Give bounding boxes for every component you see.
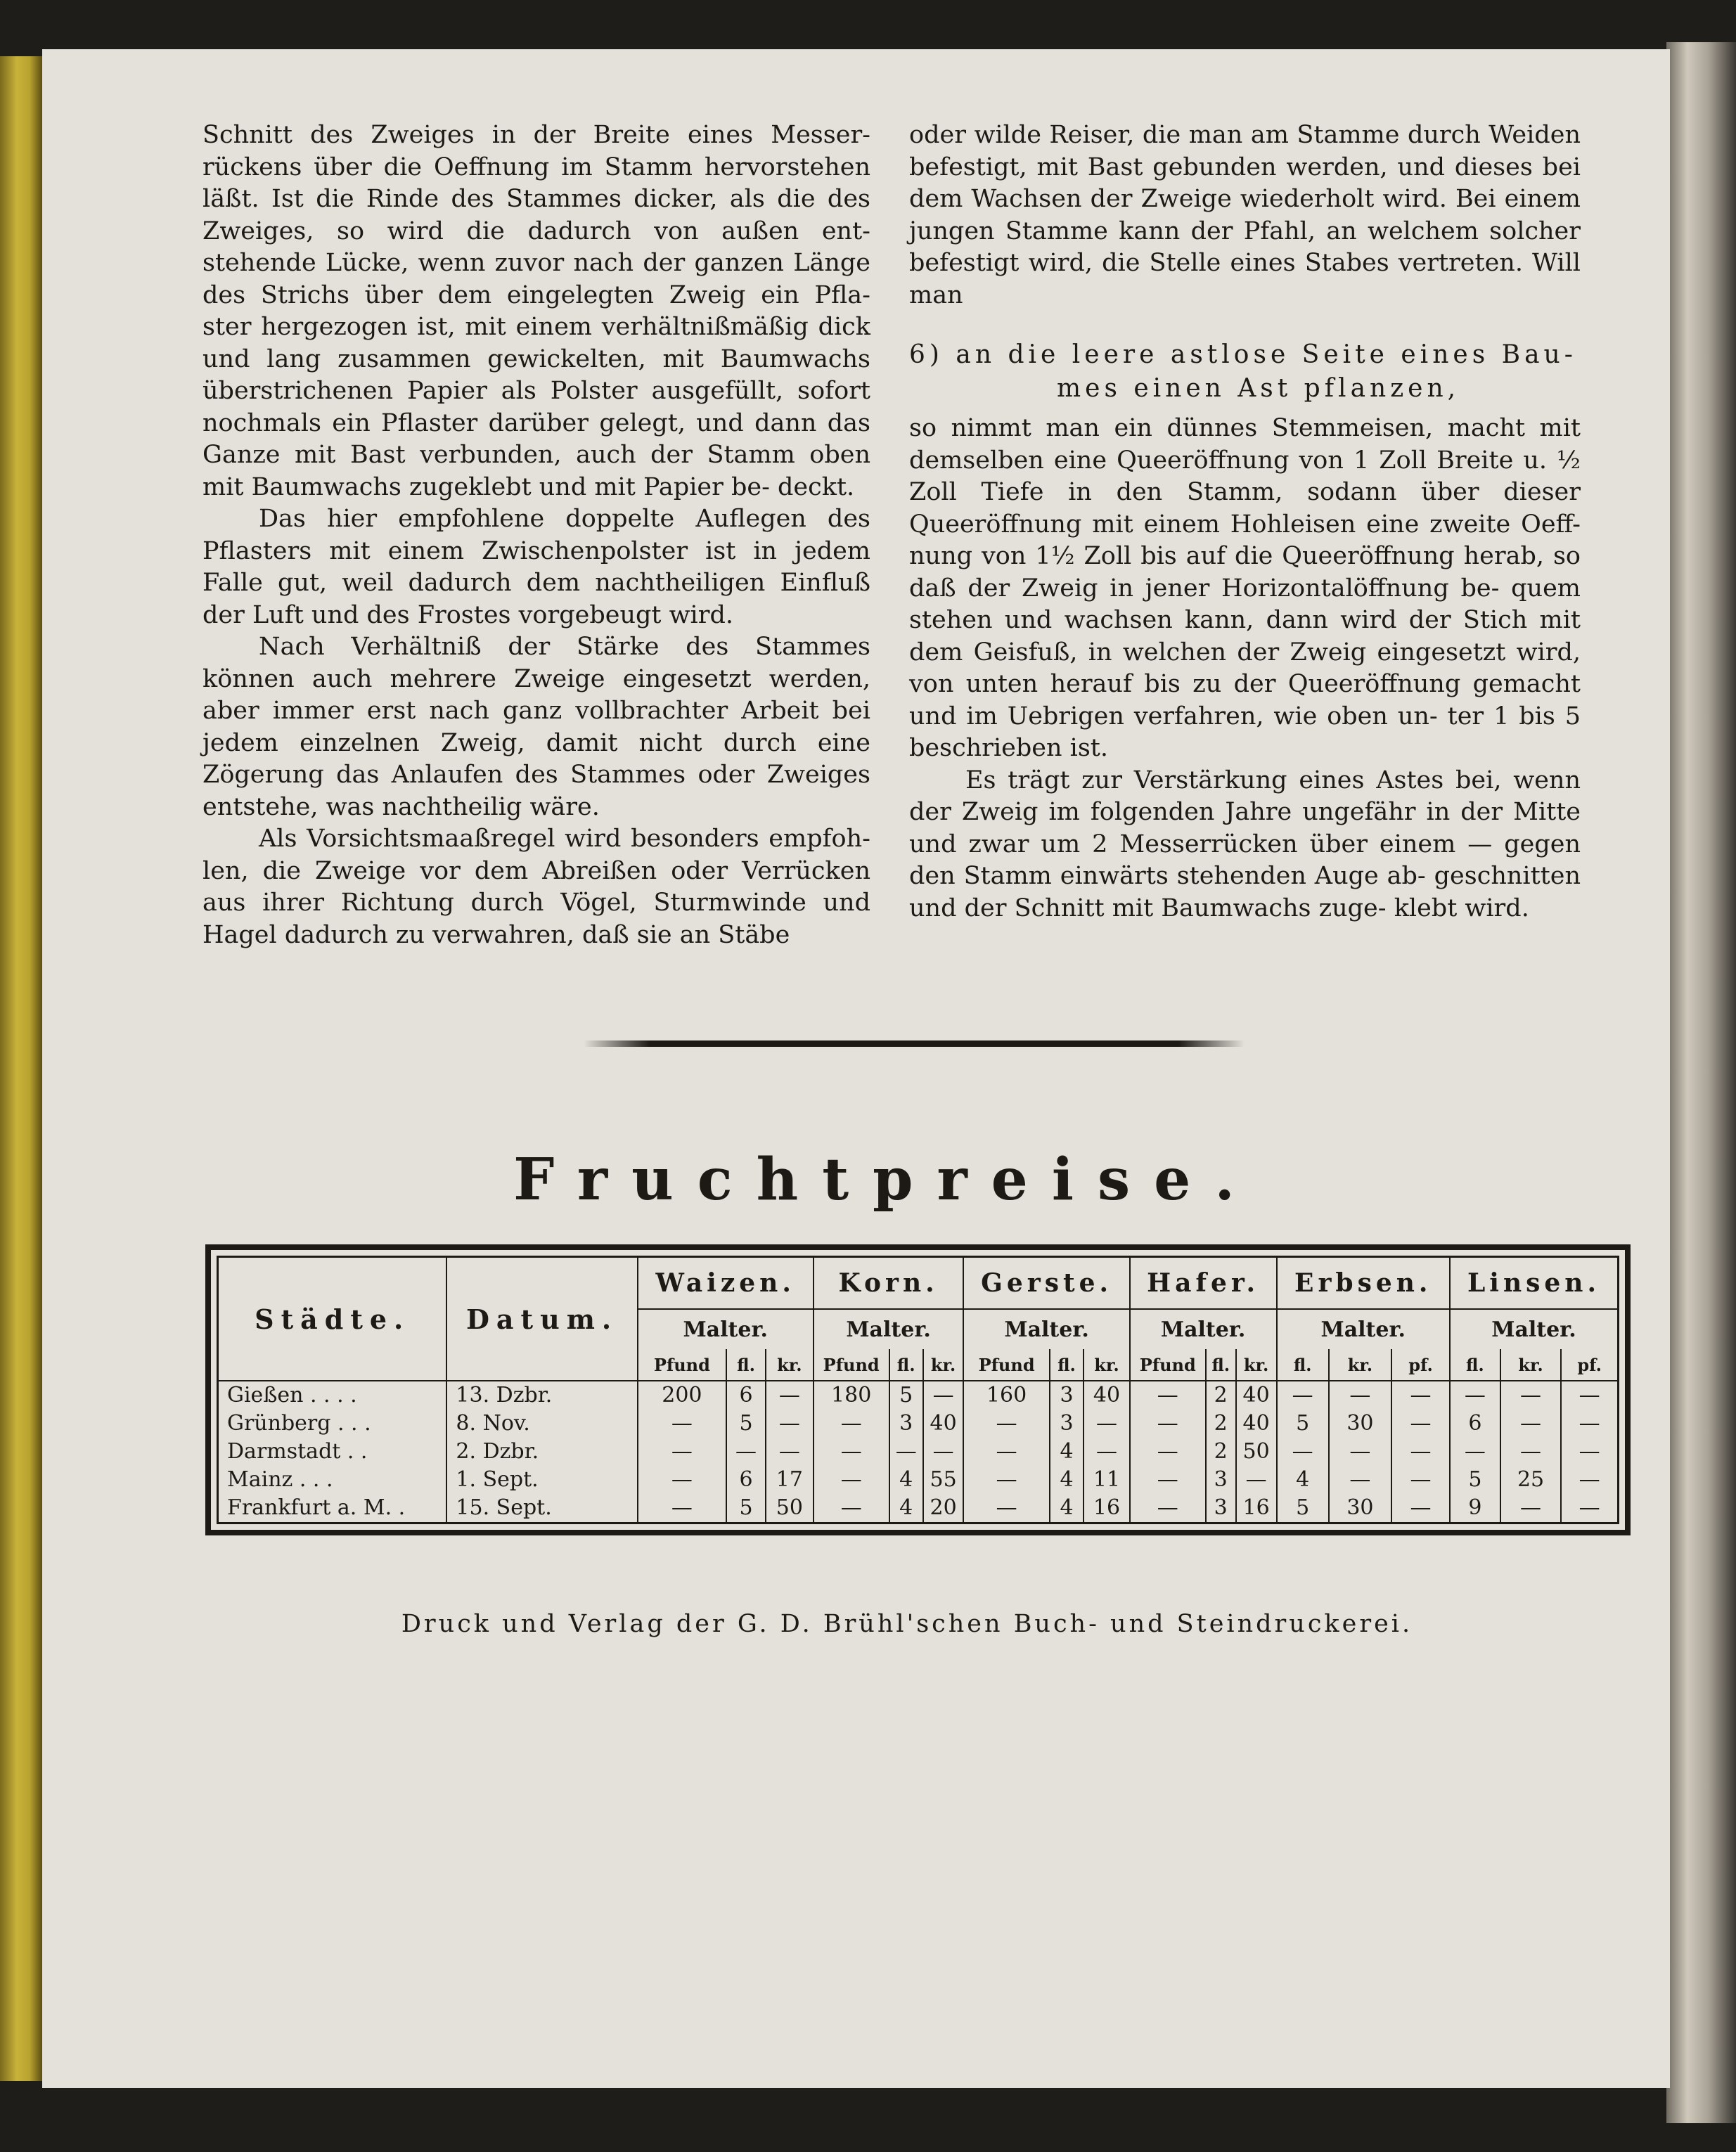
left-column: [202, 120, 870, 951]
price-cell: 160: [963, 1381, 1049, 1410]
price-cell: —: [1130, 1381, 1206, 1410]
price-cell: 5: [726, 1494, 766, 1523]
price-cell: —: [1500, 1381, 1562, 1410]
price-cell: —: [1561, 1494, 1618, 1523]
subheading-line: 6) an die leere astlose Seite eines Bau-: [909, 340, 1577, 369]
price-cell: 16: [1084, 1494, 1129, 1523]
price-cell: 40: [1084, 1381, 1129, 1410]
price-cell: —: [766, 1410, 814, 1438]
price-cell: —: [1561, 1410, 1618, 1438]
city-cell: Mainz . . .: [218, 1466, 447, 1494]
sub-header: fl.: [1206, 1349, 1236, 1381]
paragraph: so nimmt man ein dünnes Stemmeisen, macht mit demselben eine Queeröffnung von 1 Zoll Breite u. ½ Zoll Tiefe in den Stamm, sodann über dieser Queeröffnung mit einem Hohleisen eine zweite Oeff- nung von 1½ Zoll bis auf die Queeröffnung herab, so daß der Zweig in jener Horizontalöffnung be- quem stehen und wachsen kann, dann wird der Stich mit dem Geisfuß, in welchen der Zweig eingesetzt wird, von unten herauf bis zu der Queeröffnung gemacht und im Uebrigen verfahren, wie oben un- ter 1 bis 5 beschrieben ist.: [909, 414, 1581, 762]
price-cell: —: [1500, 1438, 1562, 1466]
price-cell: —: [1500, 1410, 1562, 1438]
price-cell: —: [1561, 1381, 1618, 1410]
price-cell: —: [923, 1438, 964, 1466]
price-cell: —: [1391, 1410, 1450, 1438]
paragraph: Das hier empfohlene doppelte Auflegen des Pflasters mit einem Zwischenpolster ist in jedem Falle gut, weil dadurch dem nachtheiligen Einfluß der Luft und des Frostes vorgebeugt wird.: [202, 505, 870, 629]
price-cell: 20: [923, 1494, 964, 1523]
sub-header: pf.: [1561, 1349, 1618, 1381]
price-cell: 6: [726, 1381, 766, 1410]
price-cell: —: [1130, 1466, 1206, 1494]
price-cell: 5: [726, 1410, 766, 1438]
table-row: [218, 1466, 1619, 1494]
price-cell: 40: [923, 1410, 964, 1438]
price-cell: —: [963, 1410, 1049, 1438]
sub-header: fl.: [1450, 1349, 1500, 1381]
sub-header: fl.: [1277, 1349, 1329, 1381]
price-cell: —: [814, 1466, 889, 1494]
price-cell: —: [1277, 1381, 1329, 1410]
sub-header: kr.: [1236, 1349, 1277, 1381]
price-cell: —: [766, 1438, 814, 1466]
numbered-subheading: [909, 338, 1581, 406]
price-cell: —: [726, 1438, 766, 1466]
column-group-header: Linsen.: [1450, 1257, 1619, 1310]
price-cell: —: [1236, 1466, 1277, 1494]
paragraph: Als Vorsichtsmaaßregel wird besonders empfoh- len, die Zweige vor dem Abreißen oder Verrücken aus ihrer Richtung durch Vögel, Sturmwinde und Hagel dadurch zu verwahren, daß sie an Stäbe: [202, 825, 870, 949]
sub-header: kr.: [1329, 1349, 1391, 1381]
price-cell: —: [1130, 1438, 1206, 1466]
sub-header: Pfund: [814, 1349, 889, 1381]
price-cell: —: [1500, 1494, 1562, 1523]
unit-header: Malter.: [1277, 1309, 1450, 1349]
sub-header: fl.: [726, 1349, 766, 1381]
price-cell: 4: [1050, 1438, 1084, 1466]
price-cell: 50: [1236, 1438, 1277, 1466]
price-cell: 2: [1206, 1410, 1236, 1438]
right-column: [909, 120, 1581, 924]
price-cell: —: [1561, 1466, 1618, 1494]
price-cell: —: [1130, 1494, 1206, 1523]
imprint: Druck und Verlag der G. D. Brühl'schen Buch- und Steindruckerei.: [401, 1610, 1413, 1638]
sub-header: pf.: [1391, 1349, 1450, 1381]
price-table: [217, 1256, 1619, 1524]
price-cell: —: [1391, 1438, 1450, 1466]
price-cell: —: [1084, 1438, 1129, 1466]
sub-header: kr.: [766, 1349, 814, 1381]
column-group-header: Korn.: [814, 1257, 964, 1310]
price-cell: —: [1450, 1438, 1500, 1466]
table-row: [218, 1438, 1619, 1466]
table-row: [218, 1410, 1619, 1438]
price-cell: —: [766, 1381, 814, 1410]
table-row: [218, 1381, 1619, 1410]
price-cell: 30: [1329, 1494, 1391, 1523]
price-cell: 180: [814, 1381, 889, 1410]
price-cell: —: [1391, 1381, 1450, 1410]
column-header-date: Datum.: [446, 1257, 637, 1381]
price-cell: 6: [1450, 1410, 1500, 1438]
price-cell: 4: [889, 1494, 923, 1523]
price-cell: 4: [889, 1466, 923, 1494]
price-cell: 2: [1206, 1381, 1236, 1410]
price-cell: 4: [1050, 1494, 1084, 1523]
city-cell: Frankfurt a. M. .: [218, 1494, 447, 1523]
date-cell: 1. Sept.: [446, 1466, 637, 1494]
paragraph: oder wilde Reiser, die man am Stamme durch Weiden befestigt, mit Bast gebunden werden, und dieses bei dem Wachsen der Zweige wiederholt wird. Bei einem jungen Stamme kann der Pfahl, an welchem solcher befestigt wird, die Stelle eines Stabes vertreten. Will man: [909, 121, 1581, 309]
unit-header: Malter.: [1130, 1309, 1277, 1349]
subheading-line: mes einen Ast pflanzen,: [1057, 374, 1460, 403]
unit-header: Malter.: [638, 1309, 814, 1349]
price-cell: 3: [1050, 1381, 1084, 1410]
price-cell: —: [814, 1438, 889, 1466]
sub-header: Pfund: [1130, 1349, 1206, 1381]
sub-header: fl.: [1050, 1349, 1084, 1381]
price-cell: 3: [1050, 1410, 1084, 1438]
price-cell: —: [1084, 1410, 1129, 1438]
price-cell: 50: [766, 1494, 814, 1523]
unit-header: Malter.: [963, 1309, 1129, 1349]
book-edge-right: [1666, 42, 1736, 2123]
price-cell: 5: [1277, 1494, 1329, 1523]
table-row: [218, 1494, 1619, 1523]
price-cell: —: [814, 1410, 889, 1438]
price-table-frame: [205, 1244, 1631, 1535]
page: [42, 49, 1670, 2088]
sub-header: fl.: [889, 1349, 923, 1381]
price-cell: —: [963, 1494, 1049, 1523]
price-cell: —: [1450, 1381, 1500, 1410]
price-cell: 3: [1206, 1466, 1236, 1494]
book-edge-left: [0, 56, 42, 2081]
price-cell: 4: [1050, 1466, 1084, 1494]
price-cell: —: [1329, 1466, 1391, 1494]
price-cell: —: [638, 1466, 726, 1494]
price-cell: 25: [1500, 1466, 1562, 1494]
price-cell: 200: [638, 1381, 726, 1410]
date-cell: 2. Dzbr.: [446, 1438, 637, 1466]
price-cell: —: [923, 1381, 964, 1410]
price-cell: 11: [1084, 1466, 1129, 1494]
price-cell: 40: [1236, 1410, 1277, 1438]
price-cell: —: [638, 1438, 726, 1466]
price-cell: 40: [1236, 1381, 1277, 1410]
column-group-header: Hafer.: [1130, 1257, 1277, 1310]
sub-header: kr.: [1084, 1349, 1129, 1381]
column-group-header: Gerste.: [963, 1257, 1129, 1310]
date-cell: 13. Dzbr.: [446, 1381, 637, 1410]
city-cell: Darmstadt . .: [218, 1438, 447, 1466]
price-cell: —: [1561, 1438, 1618, 1466]
price-cell: —: [814, 1494, 889, 1523]
column-group-header: Waizen.: [638, 1257, 814, 1310]
price-cell: —: [963, 1466, 1049, 1494]
price-cell: —: [1391, 1466, 1450, 1494]
price-cell: 55: [923, 1466, 964, 1494]
price-cell: 9: [1450, 1494, 1500, 1523]
price-cell: 6: [726, 1466, 766, 1494]
price-cell: —: [1391, 1494, 1450, 1523]
price-cell: 16: [1236, 1494, 1277, 1523]
price-cell: 5: [889, 1381, 923, 1410]
price-cell: —: [1277, 1438, 1329, 1466]
column-header-city: Städte.: [218, 1257, 447, 1381]
price-cell: 3: [1206, 1494, 1236, 1523]
section-divider: [584, 1040, 1245, 1047]
city-cell: Grünberg . . .: [218, 1410, 447, 1438]
paragraph: Schnitt des Zweiges in der Breite eines Messer- rückens über die Oeffnung im Stamm hervorstehen läßt. Ist die Rinde des Stammes dicker, als die des Zweiges, so wird die dadurch von außen ent- stehende Lücke, wenn zuvor nach der ganzen Länge des Strichs über dem eingelegten Zweig ein Pfla- ster hergezogen ist, mit einem verhältnißmäßig dick und lang zusammen gewickelten, mit Baumwachs überstrichenen Papier als Polster ausgefüllt, sofort nochmals ein Pflaster darüber gelegt, und dann das Ganze mit Bast verbunden, auch der Stamm oben mit Baumwachs zugeklebt und mit Papier be- deckt.: [202, 121, 870, 501]
price-cell: 5: [1277, 1410, 1329, 1438]
date-cell: 15. Sept.: [446, 1494, 637, 1523]
date-cell: 8. Nov.: [446, 1410, 637, 1438]
price-cell: 5: [1450, 1466, 1500, 1494]
price-cell: —: [889, 1438, 923, 1466]
column-group-header: Erbsen.: [1277, 1257, 1450, 1310]
sub-header: Pfund: [638, 1349, 726, 1381]
unit-header: Malter.: [1450, 1309, 1619, 1349]
price-cell: —: [963, 1438, 1049, 1466]
price-cell: —: [1130, 1410, 1206, 1438]
price-cell: 2: [1206, 1438, 1236, 1466]
sub-header: kr.: [1500, 1349, 1562, 1381]
paragraph: Es trägt zur Verstärkung eines Astes bei, wenn der Zweig im folgenden Jahre ungefähr in der Mitte und zwar um 2 Messerrücken über einem — gegen den Stamm einwärts stehenden Auge ab- geschnitten und der Schnitt mit Baumwachs zuge- klebt wird.: [909, 766, 1581, 922]
unit-header: Malter.: [814, 1309, 964, 1349]
section-title: Fruchtpreise.: [513, 1146, 1259, 1213]
city-cell: Gießen . . . .: [218, 1381, 447, 1410]
price-cell: —: [638, 1410, 726, 1438]
price-cell: 30: [1329, 1410, 1391, 1438]
price-cell: —: [638, 1494, 726, 1523]
price-cell: 3: [889, 1410, 923, 1438]
price-cell: —: [1329, 1381, 1391, 1410]
paragraph: Nach Verhältniß der Stärke des Stammes können auch mehrere Zweige eingesetzt werden, aber immer erst nach ganz vollbrachter Arbeit bei jedem einzelnen Zweig, damit nicht durch eine Zögerung das Anlaufen des Stammes oder Zweiges entstehe, was nachtheilig wäre.: [202, 633, 870, 821]
sub-header: kr.: [923, 1349, 964, 1381]
price-cell: —: [1329, 1438, 1391, 1466]
sub-header: Pfund: [963, 1349, 1049, 1381]
price-cell: 4: [1277, 1466, 1329, 1494]
price-cell: 17: [766, 1466, 814, 1494]
